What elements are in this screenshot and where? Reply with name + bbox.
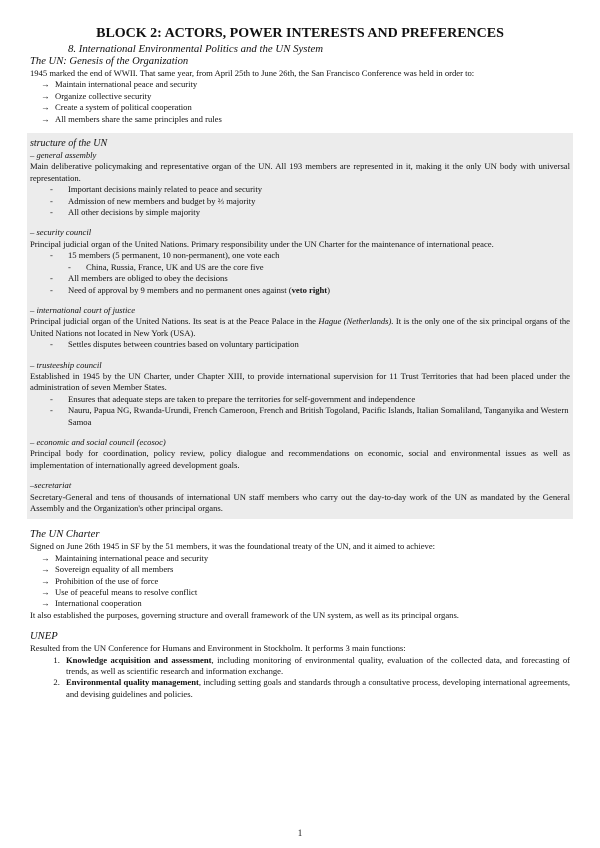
list-item: - Nauru, Papua NG, Rwanda-Urundi, French Cameroon, French and British Togoland, Pacific Islands, Italian Somaliland, Tanganyika and Western Samoa xyxy=(50,405,570,428)
secretariat-label: –secretariat xyxy=(30,480,72,491)
genesis-list xyxy=(30,79,570,125)
genesis-intro: 1945 marked the end of WWII. That same year, from April 25th to June 26th, the San Francisco Conference was held in order to: xyxy=(30,68,475,78)
ecosoc-text: Principal body for coordination, policy review, policy dialogue and recommendations on economic, social and environmental issues as well as implementation of internationally agreed development goals. xyxy=(30,448,570,470)
list-item: - All other decisions by simple majority xyxy=(50,207,570,218)
document-title: BLOCK 2: ACTORS, POWER INTERESTS AND PREFERENCES xyxy=(96,26,504,41)
general-assembly-label: – general assembly xyxy=(30,150,97,161)
list-item: - Important decisions mainly related to peace and security xyxy=(50,184,570,195)
list-item: → Sovereign equality of all members xyxy=(41,564,570,575)
charter-heading: The UN Charter xyxy=(30,529,100,541)
list-item: 2. Environmental quality management, including setting goals and standards through a consultative process, developing international agreements, and devising guidelines and policies. xyxy=(62,677,570,700)
unep-intro: Resulted from the UN Conference for Humans and Environment in Stockholm. It performs 3 main functions: xyxy=(30,643,406,654)
list-item: → All members share the same principles and rules xyxy=(41,114,570,125)
list-item: → Use of peaceful means to resolve conflict xyxy=(41,587,570,598)
list-item: - All members are obliged to obey the decisions xyxy=(50,273,570,284)
security-council-text: Principal judicial organ of the United Nations. Primary responsibility under the UN Charter for the maintenance of international peace. xyxy=(30,238,494,249)
secretariat-text: Secretary-General and tens of thousands of international UN staff members who carry out the day-to-day work of the UN as mandated by the General Assembly and the Organization's other principal organs. xyxy=(30,491,570,513)
unep-heading: UNEP xyxy=(30,631,58,643)
unep-functions-list xyxy=(30,655,570,701)
trusteeship-list xyxy=(30,394,570,428)
structure-heading: structure of the UN xyxy=(30,138,108,150)
chapter-subtitle: 8. International Environmental Politics and the UN System xyxy=(68,43,324,55)
list-item: - 15 members (5 permanent, 10 non-permanent), one vote each xyxy=(50,250,570,261)
list-item: → International cooperation xyxy=(41,598,570,609)
list-item: → Organize collective security xyxy=(41,91,570,102)
list-item: - Admission of new members and budget by ⅔ majority xyxy=(50,196,570,207)
list-item: 1. Knowledge acquisition and assessment, including monitoring of environmental quality, evaluation of the collected data, and forecasting of trends, as well as scientific research and information exchange. xyxy=(62,655,570,678)
list-item: - Need of approval by 9 members and no permanent ones against (veto right) xyxy=(50,285,570,296)
page-number: 1 xyxy=(297,828,303,838)
list-item: → Prohibition of the use of force xyxy=(41,576,570,587)
security-council-list-2 xyxy=(30,273,570,296)
trusteeship-text: Established in 1945 by the UN Charter, under Chapter XIII, to provide international supervision for 11 Trust Territories that had been placed under the administration of seven Member States. xyxy=(30,370,570,393)
list-item: - Ensures that adequate steps are taken to prepare the territories for self-government and independence xyxy=(50,394,570,405)
security-council-sublist xyxy=(30,262,570,273)
genesis-heading: The UN: Genesis of the Organization xyxy=(30,56,189,67)
security-council-label: – security council xyxy=(30,227,92,238)
charter-list xyxy=(30,553,570,610)
charter-closing: It also established the purposes, governing structure and overall framework of the UN system, as well as its principal organs. xyxy=(30,609,459,620)
trusteeship-label: – trusteeship council xyxy=(30,359,102,370)
security-council-list xyxy=(30,250,570,261)
list-item: → Create a system of political cooperation xyxy=(41,102,570,113)
icj-list xyxy=(30,339,570,350)
general-assembly-list xyxy=(30,184,570,218)
charter-intro: Signed on June 26th 1945 in SF by the 51 members, it was the foundational treaty of the UN, and it aimed to achieve: xyxy=(30,541,436,552)
icj-label: – international court of justice xyxy=(30,304,136,315)
structure-box xyxy=(27,133,573,519)
icj-text: Principal judicial organ of the United Nations. Its seat is at the Peace Palace in the Hague (Netherlands). It is the only one of the six principal organs of the United Nations not located in New York (USA). xyxy=(30,316,570,338)
list-item: → Maintain international peace and security xyxy=(41,79,570,90)
ecosoc-label: – economic and social council (ecosoc) xyxy=(30,436,166,447)
list-item: - China, Russia, France, UK and US are the core five xyxy=(68,262,570,273)
list-item: - Settles disputes between countries based on voluntary participation xyxy=(50,339,570,350)
list-item: → Maintaining international peace and security xyxy=(41,553,570,564)
general-assembly-text: Main deliberative policymaking and representative organ of the UN. All 193 members are represented in it, making it the only UN body with universal representation. xyxy=(30,161,570,183)
veto-right-text: veto right xyxy=(291,284,328,295)
